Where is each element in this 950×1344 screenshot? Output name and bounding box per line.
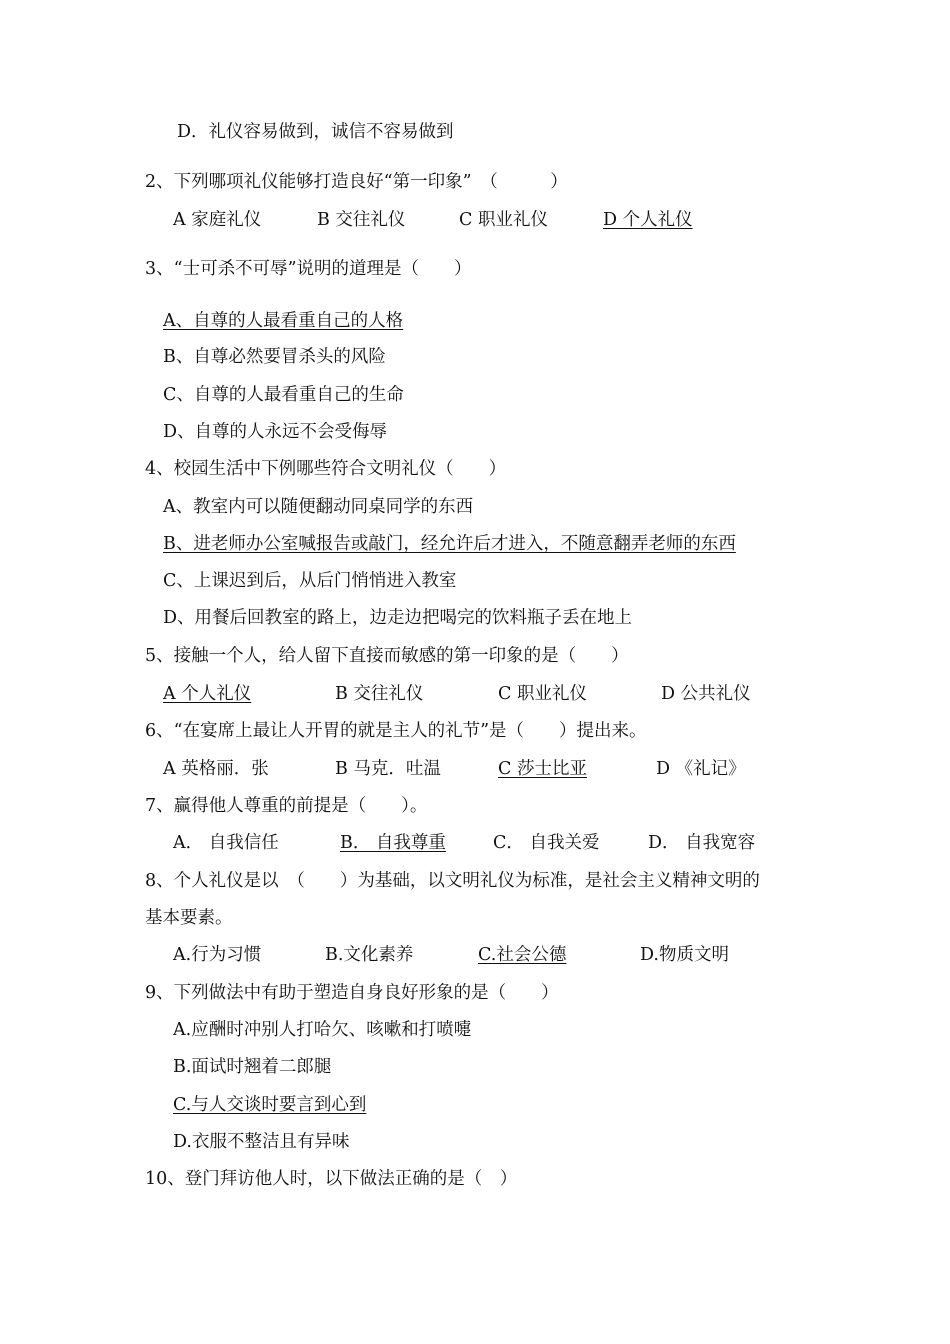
q3-stem: 3、“士可杀不可辱”说明的道理是（ ） <box>145 259 472 279</box>
q4-option-c: C、上课迟到后，从后门悄悄进入教室 <box>163 571 457 591</box>
q2-stem: 2、下列哪项礼仪能够打造良好“第一印象” （ ） <box>145 172 568 192</box>
q5-option-a-answer: A 个人礼仪 <box>163 684 252 704</box>
q4-option-b-answer: B、进老师办公室喊报告或敲门，经允许后才进入，不随意翻弄老师的东西 <box>163 534 736 554</box>
q8-option-d: D.物质文明 <box>640 945 729 965</box>
q3-option-c: C、自尊的人最看重自己的生命 <box>163 385 404 405</box>
q7-option-d: D． 自我宽容 <box>648 833 756 853</box>
q10-stem: 10、登门拜访他人时，以下做法正确的是（ ） <box>145 1169 518 1189</box>
q8-option-c-answer: C.社会公德 <box>478 945 567 965</box>
q6-stem: 6、“在宴席上最让人开胃的就是主人的礼节”是（ ）提出来。 <box>145 721 647 741</box>
q6-option-b: B 马克．吐温 <box>335 759 441 779</box>
q7-option-a: A． 自我信任 <box>173 833 279 853</box>
q1-option-d: D．礼仪容易做到，诚信不容易做到 <box>177 122 454 142</box>
q5-option-d: D 公共礼仪 <box>661 684 751 704</box>
q3-option-a-answer: A、自尊的人最看重自己的人格 <box>163 311 404 331</box>
q7-stem: 7、赢得他人尊重的前提是（ ）。 <box>145 796 428 816</box>
q7-option-c: C． 自我关爱 <box>493 833 600 853</box>
q2-option-d-answer: D 个人礼仪 <box>603 210 693 230</box>
q2-option-a: A 家庭礼仪 <box>173 210 262 230</box>
q9-stem: 9、下列做法中有助于塑造自身良好形象的是（ ） <box>145 983 559 1003</box>
q5-option-b: B 交往礼仪 <box>335 684 424 704</box>
q7-option-b-answer: B． 自我尊重 <box>340 833 446 853</box>
q4-option-a: A、教室内可以随便翻动同桌同学的东西 <box>163 497 474 517</box>
q4-stem: 4、校园生活中下例哪些符合文明礼仪（ ） <box>145 459 507 479</box>
q9-option-a: A.应酬时冲别人打哈欠、咳嗽和打喷嚏 <box>173 1020 472 1040</box>
q4-option-d: D、用餐后回教室的路上，边走边把喝完的饮料瓶子丢在地上 <box>163 608 633 628</box>
q5-stem: 5、接触一个人，给人留下直接而敏感的第一印象的是（ ） <box>145 646 629 666</box>
q6-option-c-answer: C 莎士比亚 <box>498 759 587 779</box>
q8-option-b: B.文化素养 <box>325 945 414 965</box>
q8-stem-line1: 8、个人礼仪是以 （ ）为基础，以文明礼仪为标准，是社会主义精神文明的 <box>145 871 760 891</box>
q2-option-b: B 交往礼仪 <box>317 210 406 230</box>
q8-stem-line2: 基本要素。 <box>145 908 233 928</box>
q3-option-b: B、自尊必然要冒杀头的风险 <box>163 347 386 367</box>
q9-option-d: D.衣服不整洁且有异味 <box>173 1132 350 1152</box>
q6-option-a: A 英格丽．张 <box>163 759 269 779</box>
q8-option-a: A.行为习惯 <box>173 945 262 965</box>
q9-option-c-answer: C.与人交谈时要言到心到 <box>173 1095 367 1115</box>
q5-option-c: C 职业礼仪 <box>498 684 587 704</box>
q6-option-d: D 《礼记》 <box>656 759 746 779</box>
q9-option-b: B.面试时翘着二郎腿 <box>173 1057 332 1077</box>
q2-option-c: C 职业礼仪 <box>459 210 548 230</box>
q3-option-d: D、自尊的人永远不会受侮辱 <box>163 422 388 442</box>
